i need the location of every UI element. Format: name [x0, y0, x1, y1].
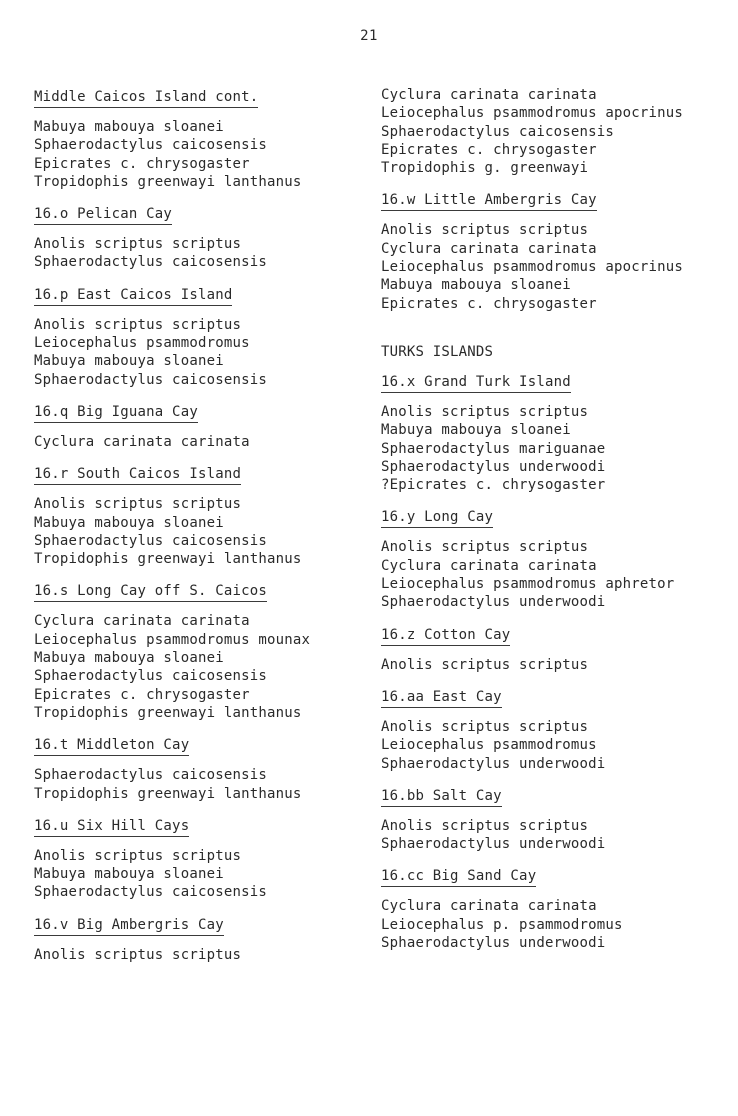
locality-section — [381, 371, 721, 494]
locality-section — [34, 734, 374, 803]
species-item: Mabuya mabouya sloanei — [34, 650, 224, 667]
species-item: Sphaerodactylus mariguanae — [381, 440, 606, 457]
species-item: Mabuya mabouya sloanei — [381, 422, 571, 439]
species-item: Anolis scriptus scriptus — [381, 222, 589, 239]
species-item: Leiocephalus psammodromus apocrinus — [381, 259, 684, 276]
species-item: Anolis scriptus scriptus — [34, 496, 242, 513]
species-item: Cyclura carinata carinata — [381, 87, 597, 103]
species-item: Anolis scriptus scriptus — [34, 316, 242, 333]
species-item: Leiocephalus psammodromus — [34, 335, 250, 352]
species-list — [34, 316, 374, 389]
species-item: Epicrates c. chrysogaster — [381, 141, 597, 158]
locality-heading: 16.o Pelican Cay — [34, 205, 172, 225]
locality-section — [34, 463, 374, 568]
species-item: Anolis scriptus scriptus — [381, 403, 589, 420]
locality-heading: 16.cc Big Sand Cay — [381, 867, 536, 887]
species-item: Sphaerodactylus caicosensis — [34, 137, 267, 154]
species-list — [34, 946, 374, 964]
species-list — [34, 766, 374, 803]
species-list — [381, 656, 721, 674]
species-list — [34, 847, 374, 902]
species-item: Mabuya mabouya sloanei — [34, 866, 224, 883]
species-item: Cyclura carinata carinata — [381, 898, 597, 915]
locality-section — [381, 506, 721, 611]
species-item: Sphaerodactylus caicosensis — [381, 123, 614, 140]
locality-section — [34, 401, 374, 451]
species-item: Tropidophis greenwayi lanthanus — [34, 173, 302, 190]
species-item: Tropidophis greenwayi lanthanus — [34, 785, 302, 802]
species-list — [34, 433, 374, 451]
locality-heading: 16.aa East Cay — [381, 688, 502, 708]
locality-section — [34, 580, 374, 722]
species-list — [381, 538, 721, 611]
locality-heading: 16.u Six Hill Cays — [34, 817, 189, 837]
continued-species-list — [381, 86, 721, 177]
species-item: ?Epicrates c. chrysogaster — [381, 477, 606, 494]
species-item: Tropidophis greenwayi lanthanus — [34, 704, 302, 721]
species-item: Anolis scriptus scriptus — [34, 236, 242, 253]
locality-section — [381, 865, 721, 952]
locality-section — [381, 785, 721, 854]
species-item: Cyclura carinata carinata — [381, 240, 597, 257]
region-spacer — [381, 325, 721, 343]
right-column — [381, 86, 721, 964]
species-item: Anolis scriptus scriptus — [34, 847, 242, 864]
species-item: Leiocephalus psammodromus apocrinus — [381, 105, 684, 122]
species-item: Sphaerodactylus caicosensis — [34, 884, 267, 901]
species-item: Mabuya mabouya sloanei — [34, 353, 224, 370]
species-list — [381, 718, 721, 773]
species-item: Epicrates c. chrysogaster — [34, 155, 250, 172]
species-list — [381, 221, 721, 312]
species-item: Anolis scriptus scriptus — [381, 718, 589, 735]
locality-section — [34, 914, 374, 964]
species-item: Sphaerodactylus underwoodi — [381, 935, 606, 952]
species-item: Tropidophis greenwayi lanthanus — [34, 551, 302, 568]
species-list — [34, 235, 374, 272]
species-item: Mabuya mabouya sloanei — [34, 119, 224, 135]
left-column — [34, 86, 374, 976]
species-list — [381, 817, 721, 854]
species-item: Sphaerodactylus caicosensis — [34, 532, 267, 549]
species-item: Mabuya mabouya sloanei — [381, 277, 571, 294]
locality-section — [381, 189, 721, 312]
species-item: Sphaerodactylus caicosensis — [34, 254, 267, 271]
locality-heading: Middle Caicos Island cont. — [34, 88, 258, 108]
species-item: Epicrates c. chrysogaster — [34, 686, 250, 703]
locality-heading: 16.w Little Ambergris Cay — [381, 191, 597, 211]
species-list — [381, 403, 721, 494]
locality-heading: 16.r South Caicos Island — [34, 465, 241, 485]
species-item: Sphaerodactylus caicosensis — [34, 668, 267, 685]
locality-section — [34, 203, 374, 272]
species-item: Anolis scriptus scriptus — [381, 817, 589, 834]
species-item: Cyclura carinata carinata — [381, 557, 597, 574]
species-item: Leiocephalus psammodromus aphretor — [381, 576, 675, 593]
species-item: Anolis scriptus scriptus — [34, 946, 242, 963]
locality-heading: 16.z Cotton Cay — [381, 626, 510, 646]
locality-heading: 16.p East Caicos Island — [34, 286, 232, 306]
locality-section — [381, 686, 721, 773]
species-item: Cyclura carinata carinata — [34, 433, 250, 450]
locality-section — [381, 624, 721, 674]
species-item: Tropidophis g. greenwayi — [381, 160, 589, 177]
species-item: Sphaerodactylus underwoodi — [381, 458, 606, 475]
species-list — [34, 495, 374, 568]
locality-heading: 16.x Grand Turk Island — [381, 373, 571, 393]
species-item: Sphaerodactylus underwoodi — [381, 594, 606, 611]
locality-heading: 16.q Big Iguana Cay — [34, 403, 198, 423]
species-item: Leiocephalus psammodromus mounax — [34, 631, 311, 648]
locality-section — [34, 815, 374, 902]
species-list — [34, 118, 374, 191]
locality-section — [34, 284, 374, 389]
species-list — [34, 612, 374, 722]
species-item: Leiocephalus psammodromus — [381, 737, 597, 754]
locality-heading: 16.t Middleton Cay — [34, 736, 189, 756]
locality-heading: 16.s Long Cay off S. Caicos — [34, 582, 267, 602]
locality-heading: 16.v Big Ambergris Cay — [34, 916, 224, 936]
species-item: Leiocephalus p. psammodromus — [381, 916, 623, 933]
page-number: 21 — [360, 28, 378, 44]
species-item: Anolis scriptus scriptus — [381, 539, 589, 556]
locality-heading: 16.bb Salt Cay — [381, 787, 502, 807]
species-item: Sphaerodactylus caicosensis — [34, 767, 267, 784]
species-item: Cyclura carinata carinata — [34, 613, 250, 630]
locality-heading: 16.y Long Cay — [381, 508, 493, 528]
species-item: Anolis scriptus scriptus — [381, 656, 589, 673]
species-item: Mabuya mabouya sloanei — [34, 514, 224, 531]
locality-section — [34, 86, 374, 191]
species-item: Sphaerodactylus underwoodi — [381, 755, 606, 772]
species-item: Epicrates c. chrysogaster — [381, 295, 597, 312]
species-item: Sphaerodactylus underwoodi — [381, 836, 606, 853]
species-list — [381, 897, 721, 952]
species-item: Sphaerodactylus caicosensis — [34, 371, 267, 388]
region-title: TURKS ISLANDS — [381, 343, 494, 360]
